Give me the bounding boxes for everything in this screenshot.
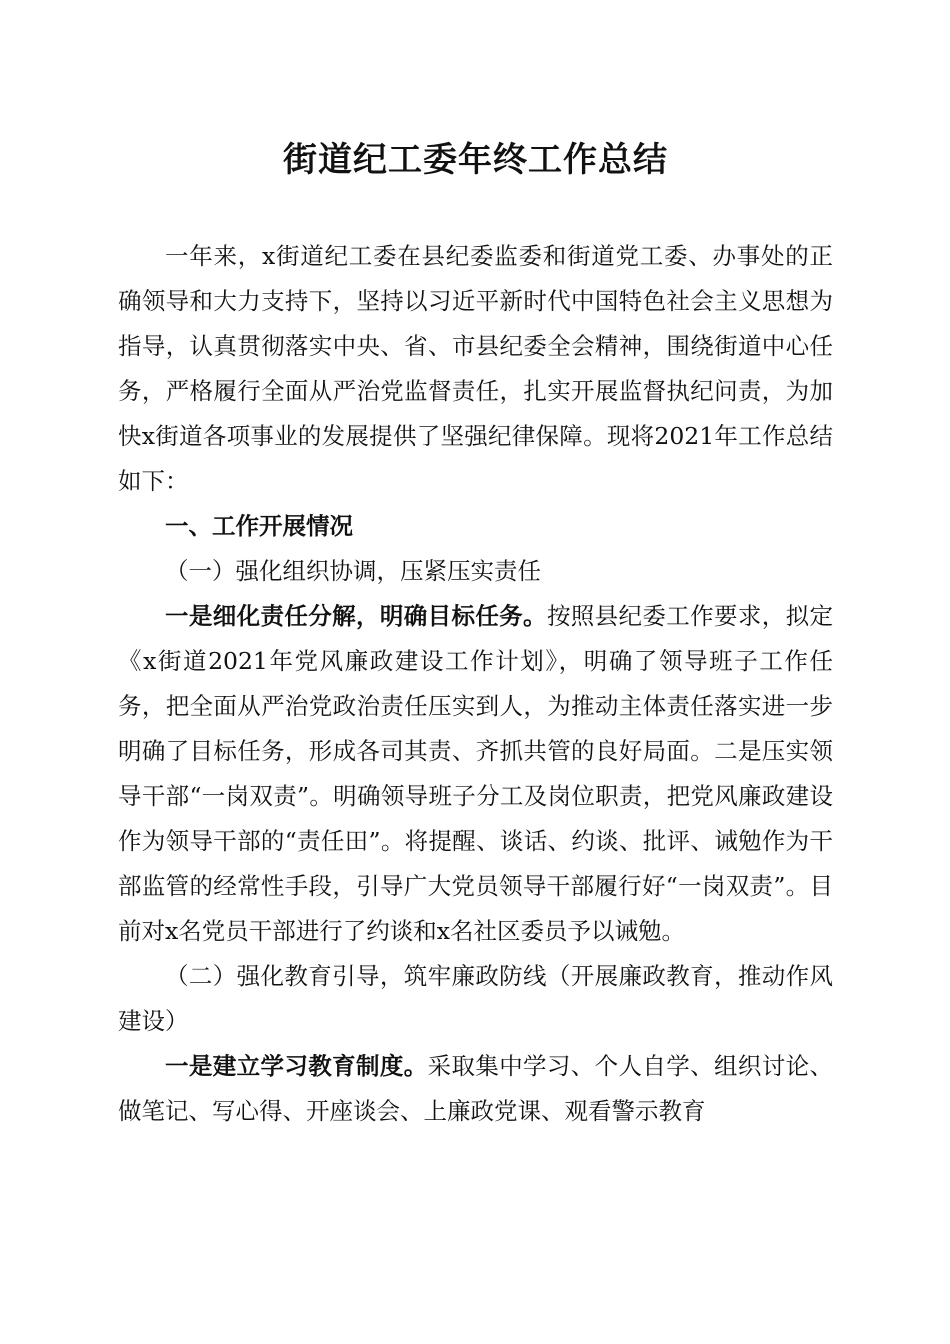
document-page xyxy=(118,0,833,1344)
paragraph-body-text: 按照县纪委工作要求，拟定《x街道2021年党风廉政建设工作计划》，明确了领导班子工作任务，把全面从严治党政治责任压实到人，为推动主体责任落实进一步明确了目标任务，形成各司其责、齐抓共管的良好局面。二是压实领导干部“一岗双责”。明确领导班子分工及岗位职责，把党风廉政建设作为领导干部的“责任田”。将提醒、谈话、约谈、批评、诫勉作为干部监管的经常性手段，引导广大党员领导干部履行好“一岗双责”。目前对x名党员干部进行了约谈和x名社区委员予以诫勉。 xyxy=(118,602,834,945)
intro-paragraph: 一年来，x街道纪工委在县纪委监委和街道党工委、办事处的正确领导和大力支持下，坚持以习近平新时代中国特色社会主义思想为指导，认真贯彻落实中央、省、市县纪委全会精神，围绕街道中心任务，严格履行全面从严治党监督责任，扎实开展监督执纪问责，为加快x街道各项事业的发展提供了坚强纪律保障。现将2021年工作总结如下： xyxy=(118,242,833,495)
subsection-heading-organization: （一）强化组织协调，压紧压实责任 xyxy=(165,557,541,585)
document-title: 街道纪工委年终工作总结 xyxy=(283,140,668,180)
paragraph-lead-text: 一是建立学习教育制度。 xyxy=(165,1052,428,1080)
paragraph-lead-text: 一是细化责任分解，明确目标任务。 xyxy=(165,602,547,630)
subsection-paragraph-responsibility xyxy=(118,594,833,954)
subsection-heading-education: （二）强化教育引导，筑牢廉政防线（开展廉政教育，推动作风建设） xyxy=(118,962,833,1035)
section-heading-work-progress: 一、工作开展情况 xyxy=(165,512,353,540)
paragraph-body-text: 采取集中学习、个人自学、组织讨论、做笔记、写心得、开座谈会、上廉政党课、观看警示教育 xyxy=(118,1052,834,1125)
document-body xyxy=(118,234,833,1134)
subsection-paragraph-study-system xyxy=(118,1044,833,1134)
